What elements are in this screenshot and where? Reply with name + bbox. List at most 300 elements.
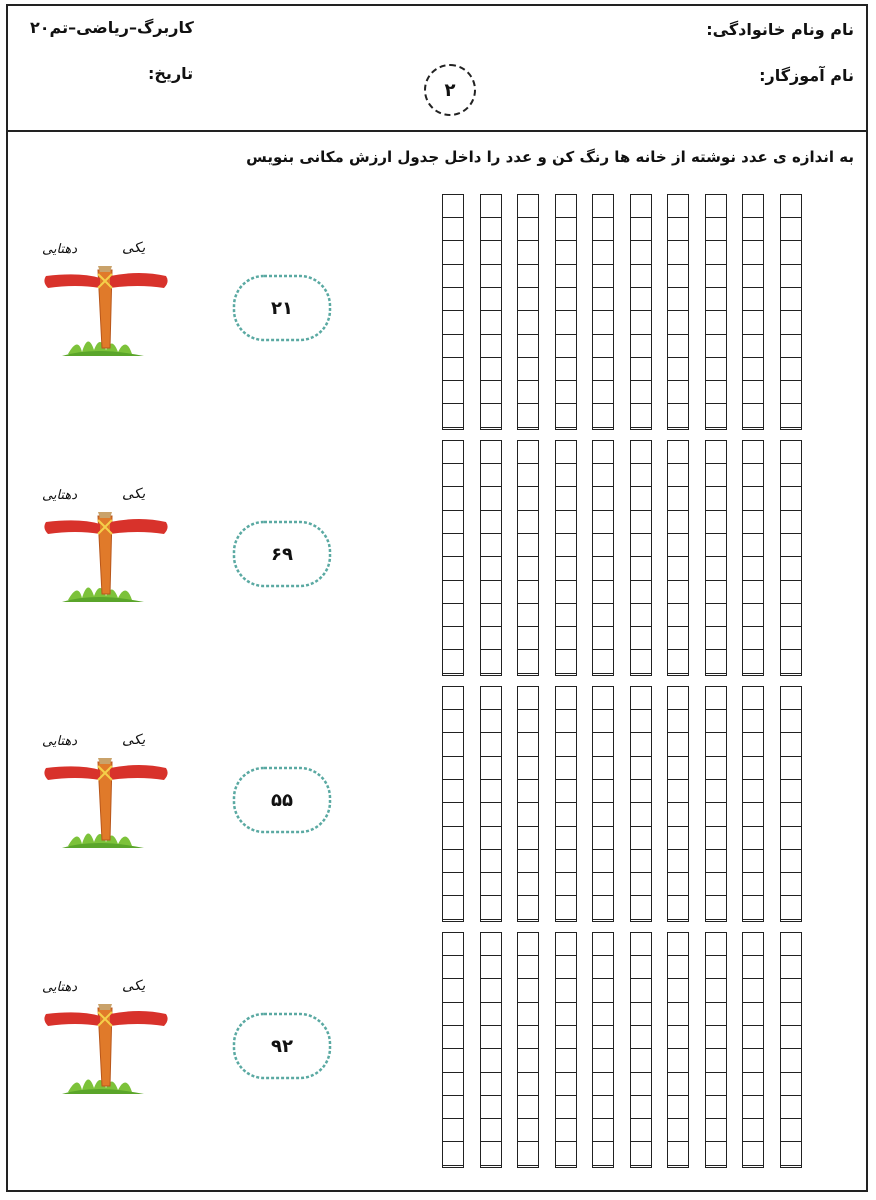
strip-cell[interactable] <box>743 288 763 311</box>
strip-cell[interactable] <box>443 873 463 896</box>
strip-cell[interactable] <box>743 933 763 956</box>
ten-strip[interactable] <box>705 932 727 1168</box>
strip-cell[interactable] <box>443 850 463 873</box>
strip-cell[interactable] <box>781 488 801 511</box>
ten-strip[interactable] <box>592 194 614 430</box>
strip-cell[interactable] <box>706 1073 726 1096</box>
strip-cell[interactable] <box>743 381 763 404</box>
strip-cell[interactable] <box>706 441 726 464</box>
strip-cell[interactable] <box>668 897 688 920</box>
strip-cell[interactable] <box>443 265 463 288</box>
strip-cell[interactable] <box>518 488 538 511</box>
strip-cell[interactable] <box>743 335 763 358</box>
strip-cell[interactable] <box>443 242 463 265</box>
strip-cell[interactable] <box>706 534 726 557</box>
strip-cell[interactable] <box>781 534 801 557</box>
strip-cell[interactable] <box>443 1119 463 1142</box>
strip-cell[interactable] <box>481 980 501 1003</box>
strip-cell[interactable] <box>556 651 576 674</box>
strip-cell[interactable] <box>518 558 538 581</box>
ten-strip[interactable] <box>742 440 764 676</box>
strip-cell[interactable] <box>706 1003 726 1026</box>
ten-strip[interactable] <box>630 194 652 430</box>
strip-cell[interactable] <box>743 627 763 650</box>
strip-cell[interactable] <box>781 850 801 873</box>
strip-cell[interactable] <box>443 804 463 827</box>
strip-cell[interactable] <box>556 405 576 428</box>
strip-cell[interactable] <box>781 1050 801 1073</box>
strip-cell[interactable] <box>706 511 726 534</box>
strip-cell[interactable] <box>631 604 651 627</box>
strip-cell[interactable] <box>593 1096 613 1119</box>
strip-cell[interactable] <box>743 464 763 487</box>
strip-cell[interactable] <box>781 710 801 733</box>
strip-cell[interactable] <box>443 933 463 956</box>
strip-cell[interactable] <box>706 804 726 827</box>
strip-cell[interactable] <box>668 381 688 404</box>
strip-cell[interactable] <box>706 265 726 288</box>
strip-cell[interactable] <box>706 1143 726 1166</box>
strip-cell[interactable] <box>781 1003 801 1026</box>
strip-cell[interactable] <box>556 381 576 404</box>
strip-cell[interactable] <box>443 1050 463 1073</box>
strip-cell[interactable] <box>518 534 538 557</box>
strip-cell[interactable] <box>668 1143 688 1166</box>
strip-cell[interactable] <box>668 651 688 674</box>
strip-cell[interactable] <box>481 604 501 627</box>
ten-strip[interactable] <box>555 932 577 1168</box>
strip-cell[interactable] <box>781 687 801 710</box>
strip-cell[interactable] <box>443 335 463 358</box>
strip-cell[interactable] <box>743 558 763 581</box>
strip-cell[interactable] <box>443 980 463 1003</box>
strip-cell[interactable] <box>518 897 538 920</box>
strip-cell[interactable] <box>706 651 726 674</box>
strip-cell[interactable] <box>706 604 726 627</box>
strip-cell[interactable] <box>668 687 688 710</box>
strip-cell[interactable] <box>631 441 651 464</box>
strip-cell[interactable] <box>631 1096 651 1119</box>
ten-strip[interactable] <box>442 440 464 676</box>
strip-cell[interactable] <box>668 405 688 428</box>
strip-cell[interactable] <box>556 850 576 873</box>
strip-cell[interactable] <box>668 933 688 956</box>
strip-cell[interactable] <box>706 288 726 311</box>
strip-cell[interactable] <box>481 464 501 487</box>
strip-cell[interactable] <box>593 488 613 511</box>
strip-cell[interactable] <box>668 980 688 1003</box>
strip-cell[interactable] <box>631 980 651 1003</box>
strip-cell[interactable] <box>631 1026 651 1049</box>
strip-cell[interactable] <box>593 312 613 335</box>
strip-cell[interactable] <box>781 604 801 627</box>
strip-cell[interactable] <box>556 1073 576 1096</box>
ten-strip[interactable] <box>780 194 802 430</box>
strip-cell[interactable] <box>481 381 501 404</box>
strip-cell[interactable] <box>443 581 463 604</box>
strip-cell[interactable] <box>443 710 463 733</box>
strip-cell[interactable] <box>593 604 613 627</box>
strip-cell[interactable] <box>593 381 613 404</box>
strip-cell[interactable] <box>481 734 501 757</box>
strip-cell[interactable] <box>631 1119 651 1142</box>
strip-cell[interactable] <box>706 581 726 604</box>
strip-cell[interactable] <box>443 405 463 428</box>
strip-cell[interactable] <box>668 710 688 733</box>
strip-cell[interactable] <box>593 534 613 557</box>
strip-cell[interactable] <box>593 358 613 381</box>
strip-cell[interactable] <box>443 734 463 757</box>
strip-cell[interactable] <box>518 1143 538 1166</box>
strip-cell[interactable] <box>556 1003 576 1026</box>
strip-cell[interactable] <box>781 1119 801 1142</box>
strip-cell[interactable] <box>556 265 576 288</box>
strip-cell[interactable] <box>743 1096 763 1119</box>
strip-cell[interactable] <box>743 488 763 511</box>
strip-cell[interactable] <box>518 734 538 757</box>
strip-cell[interactable] <box>593 627 613 650</box>
ten-strip[interactable] <box>555 194 577 430</box>
strip-cell[interactable] <box>781 558 801 581</box>
strip-cell[interactable] <box>631 335 651 358</box>
strip-cell[interactable] <box>668 441 688 464</box>
strip-cell[interactable] <box>781 358 801 381</box>
strip-cell[interactable] <box>593 581 613 604</box>
strip-cell[interactable] <box>556 780 576 803</box>
ten-strip[interactable] <box>555 440 577 676</box>
strip-cell[interactable] <box>481 218 501 241</box>
strip-cell[interactable] <box>781 627 801 650</box>
strip-cell[interactable] <box>706 734 726 757</box>
strip-cell[interactable] <box>631 381 651 404</box>
strip-cell[interactable] <box>668 558 688 581</box>
strip-cell[interactable] <box>668 511 688 534</box>
strip-cell[interactable] <box>781 827 801 850</box>
strip-cell[interactable] <box>593 780 613 803</box>
strip-cell[interactable] <box>743 1050 763 1073</box>
ten-strip[interactable] <box>630 686 652 922</box>
strip-cell[interactable] <box>743 827 763 850</box>
strip-cell[interactable] <box>781 1026 801 1049</box>
strip-cell[interactable] <box>481 687 501 710</box>
ten-strip[interactable] <box>480 932 502 1168</box>
strip-cell[interactable] <box>706 405 726 428</box>
strip-cell[interactable] <box>481 873 501 896</box>
strip-cell[interactable] <box>781 312 801 335</box>
strip-cell[interactable] <box>443 1003 463 1026</box>
strip-cell[interactable] <box>556 604 576 627</box>
ten-strip[interactable] <box>667 194 689 430</box>
strip-cell[interactable] <box>668 850 688 873</box>
strip-cell[interactable] <box>593 850 613 873</box>
strip-cell[interactable] <box>631 710 651 733</box>
strip-cell[interactable] <box>556 358 576 381</box>
strip-cell[interactable] <box>706 558 726 581</box>
strip-cell[interactable] <box>443 441 463 464</box>
strip-cell[interactable] <box>668 1096 688 1119</box>
strip-cell[interactable] <box>556 312 576 335</box>
strip-cell[interactable] <box>518 511 538 534</box>
strip-cell[interactable] <box>668 218 688 241</box>
strip-cell[interactable] <box>668 464 688 487</box>
strip-cell[interactable] <box>443 604 463 627</box>
strip-cell[interactable] <box>631 850 651 873</box>
strip-cell[interactable] <box>631 312 651 335</box>
strip-cell[interactable] <box>556 710 576 733</box>
strip-cell[interactable] <box>668 956 688 979</box>
strip-cell[interactable] <box>556 195 576 218</box>
strip-cell[interactable] <box>518 827 538 850</box>
strip-cell[interactable] <box>518 956 538 979</box>
strip-cell[interactable] <box>481 195 501 218</box>
strip-cell[interactable] <box>781 441 801 464</box>
strip-cell[interactable] <box>743 1143 763 1166</box>
strip-cell[interactable] <box>781 218 801 241</box>
strip-cell[interactable] <box>593 956 613 979</box>
strip-cell[interactable] <box>706 335 726 358</box>
strip-cell[interactable] <box>481 1026 501 1049</box>
strip-cell[interactable] <box>481 581 501 604</box>
strip-cell[interactable] <box>518 288 538 311</box>
strip-cell[interactable] <box>743 581 763 604</box>
strip-cell[interactable] <box>593 1119 613 1142</box>
strip-cell[interactable] <box>631 358 651 381</box>
strip-cell[interactable] <box>556 873 576 896</box>
strip-cell[interactable] <box>706 381 726 404</box>
strip-cell[interactable] <box>518 335 538 358</box>
strip-cell[interactable] <box>631 534 651 557</box>
strip-cell[interactable] <box>556 441 576 464</box>
strip-cell[interactable] <box>481 441 501 464</box>
strip-cell[interactable] <box>706 980 726 1003</box>
strip-cell[interactable] <box>518 933 538 956</box>
strip-cell[interactable] <box>593 687 613 710</box>
strip-cell[interactable] <box>668 757 688 780</box>
strip-cell[interactable] <box>668 265 688 288</box>
strip-cell[interactable] <box>481 956 501 979</box>
strip-cell[interactable] <box>668 1026 688 1049</box>
strip-cell[interactable] <box>706 218 726 241</box>
strip-cell[interactable] <box>481 265 501 288</box>
strip-cell[interactable] <box>481 312 501 335</box>
strip-cell[interactable] <box>556 558 576 581</box>
strip-cell[interactable] <box>593 195 613 218</box>
strip-cell[interactable] <box>593 1026 613 1049</box>
strip-cell[interactable] <box>518 850 538 873</box>
strip-cell[interactable] <box>556 827 576 850</box>
strip-cell[interactable] <box>481 1003 501 1026</box>
strip-cell[interactable] <box>781 734 801 757</box>
strip-cell[interactable] <box>556 511 576 534</box>
strip-cell[interactable] <box>443 558 463 581</box>
ten-strip[interactable] <box>517 440 539 676</box>
strip-cell[interactable] <box>706 242 726 265</box>
strip-cell[interactable] <box>556 534 576 557</box>
strip-cell[interactable] <box>518 581 538 604</box>
strip-cell[interactable] <box>631 488 651 511</box>
strip-cell[interactable] <box>781 464 801 487</box>
ten-strip[interactable] <box>555 686 577 922</box>
strip-cell[interactable] <box>593 511 613 534</box>
strip-cell[interactable] <box>743 873 763 896</box>
strip-cell[interactable] <box>518 873 538 896</box>
strip-cell[interactable] <box>443 195 463 218</box>
strip-cell[interactable] <box>743 734 763 757</box>
ten-strip[interactable] <box>630 440 652 676</box>
strip-cell[interactable] <box>593 464 613 487</box>
strip-cell[interactable] <box>481 242 501 265</box>
strip-cell[interactable] <box>743 604 763 627</box>
strip-cell[interactable] <box>668 581 688 604</box>
strip-cell[interactable] <box>668 288 688 311</box>
strip-cell[interactable] <box>556 687 576 710</box>
strip-cell[interactable] <box>593 804 613 827</box>
strip-cell[interactable] <box>743 980 763 1003</box>
strip-cell[interactable] <box>781 933 801 956</box>
strip-cell[interactable] <box>556 1119 576 1142</box>
strip-cell[interactable] <box>481 405 501 428</box>
strip-cell[interactable] <box>593 1073 613 1096</box>
strip-cell[interactable] <box>743 687 763 710</box>
strip-cell[interactable] <box>631 558 651 581</box>
strip-cell[interactable] <box>481 710 501 733</box>
strip-cell[interactable] <box>781 651 801 674</box>
strip-cell[interactable] <box>518 218 538 241</box>
strip-cell[interactable] <box>706 1096 726 1119</box>
strip-cell[interactable] <box>481 488 501 511</box>
strip-cell[interactable] <box>781 581 801 604</box>
strip-cell[interactable] <box>481 804 501 827</box>
strip-cell[interactable] <box>706 710 726 733</box>
strip-cell[interactable] <box>556 734 576 757</box>
strip-cell[interactable] <box>593 897 613 920</box>
strip-cell[interactable] <box>631 734 651 757</box>
strip-cell[interactable] <box>743 1073 763 1096</box>
strip-cell[interactable] <box>706 1119 726 1142</box>
ten-strip[interactable] <box>517 686 539 922</box>
strip-cell[interactable] <box>443 288 463 311</box>
strip-cell[interactable] <box>556 1026 576 1049</box>
strip-cell[interactable] <box>706 195 726 218</box>
strip-cell[interactable] <box>593 218 613 241</box>
strip-cell[interactable] <box>743 710 763 733</box>
strip-cell[interactable] <box>781 195 801 218</box>
strip-cell[interactable] <box>518 1003 538 1026</box>
strip-cell[interactable] <box>518 980 538 1003</box>
strip-cell[interactable] <box>593 265 613 288</box>
strip-cell[interactable] <box>556 335 576 358</box>
strip-cell[interactable] <box>668 827 688 850</box>
ten-strip[interactable] <box>667 686 689 922</box>
strip-cell[interactable] <box>668 1073 688 1096</box>
strip-cell[interactable] <box>668 780 688 803</box>
strip-cell[interactable] <box>518 195 538 218</box>
ten-strip[interactable] <box>705 440 727 676</box>
ten-strip[interactable] <box>480 194 502 430</box>
strip-cell[interactable] <box>481 780 501 803</box>
ten-strip[interactable] <box>667 440 689 676</box>
strip-cell[interactable] <box>631 1143 651 1166</box>
strip-cell[interactable] <box>668 1003 688 1026</box>
strip-cell[interactable] <box>706 956 726 979</box>
strip-cell[interactable] <box>593 710 613 733</box>
strip-cell[interactable] <box>443 1143 463 1166</box>
strip-cell[interactable] <box>631 1073 651 1096</box>
strip-cell[interactable] <box>443 897 463 920</box>
strip-cell[interactable] <box>518 757 538 780</box>
strip-cell[interactable] <box>781 897 801 920</box>
ten-strip[interactable] <box>742 932 764 1168</box>
strip-cell[interactable] <box>668 242 688 265</box>
strip-cell[interactable] <box>631 687 651 710</box>
strip-cell[interactable] <box>481 850 501 873</box>
strip-cell[interactable] <box>631 827 651 850</box>
strip-cell[interactable] <box>743 511 763 534</box>
strip-cell[interactable] <box>706 780 726 803</box>
strip-cell[interactable] <box>593 288 613 311</box>
strip-cell[interactable] <box>743 780 763 803</box>
strip-cell[interactable] <box>631 242 651 265</box>
strip-cell[interactable] <box>443 358 463 381</box>
strip-cell[interactable] <box>556 627 576 650</box>
strip-cell[interactable] <box>781 265 801 288</box>
strip-cell[interactable] <box>481 558 501 581</box>
strip-cell[interactable] <box>631 511 651 534</box>
strip-cell[interactable] <box>556 218 576 241</box>
ten-strip[interactable] <box>592 932 614 1168</box>
strip-cell[interactable] <box>668 873 688 896</box>
strip-cell[interactable] <box>631 581 651 604</box>
strip-cell[interactable] <box>706 873 726 896</box>
strip-cell[interactable] <box>631 956 651 979</box>
strip-cell[interactable] <box>518 804 538 827</box>
strip-cell[interactable] <box>631 265 651 288</box>
strip-cell[interactable] <box>743 441 763 464</box>
strip-cell[interactable] <box>743 534 763 557</box>
strip-cell[interactable] <box>743 265 763 288</box>
strip-cell[interactable] <box>781 980 801 1003</box>
strip-cell[interactable] <box>781 405 801 428</box>
ten-strip[interactable] <box>705 194 727 430</box>
strip-cell[interactable] <box>781 780 801 803</box>
strip-cell[interactable] <box>743 897 763 920</box>
strip-cell[interactable] <box>668 627 688 650</box>
strip-cell[interactable] <box>706 464 726 487</box>
strip-cell[interactable] <box>743 651 763 674</box>
strip-cell[interactable] <box>443 687 463 710</box>
ten-strip[interactable] <box>705 686 727 922</box>
strip-cell[interactable] <box>668 312 688 335</box>
strip-cell[interactable] <box>518 687 538 710</box>
strip-cell[interactable] <box>556 288 576 311</box>
strip-cell[interactable] <box>743 757 763 780</box>
strip-cell[interactable] <box>556 242 576 265</box>
strip-cell[interactable] <box>443 1026 463 1049</box>
strip-cell[interactable] <box>518 358 538 381</box>
strip-cell[interactable] <box>518 1119 538 1142</box>
strip-cell[interactable] <box>781 381 801 404</box>
strip-cell[interactable] <box>631 757 651 780</box>
strip-cell[interactable] <box>743 195 763 218</box>
strip-cell[interactable] <box>443 312 463 335</box>
strip-cell[interactable] <box>518 780 538 803</box>
strip-cell[interactable] <box>593 980 613 1003</box>
strip-cell[interactable] <box>518 1050 538 1073</box>
strip-cell[interactable] <box>481 1119 501 1142</box>
strip-cell[interactable] <box>706 897 726 920</box>
strip-cell[interactable] <box>706 627 726 650</box>
strip-cell[interactable] <box>556 1096 576 1119</box>
